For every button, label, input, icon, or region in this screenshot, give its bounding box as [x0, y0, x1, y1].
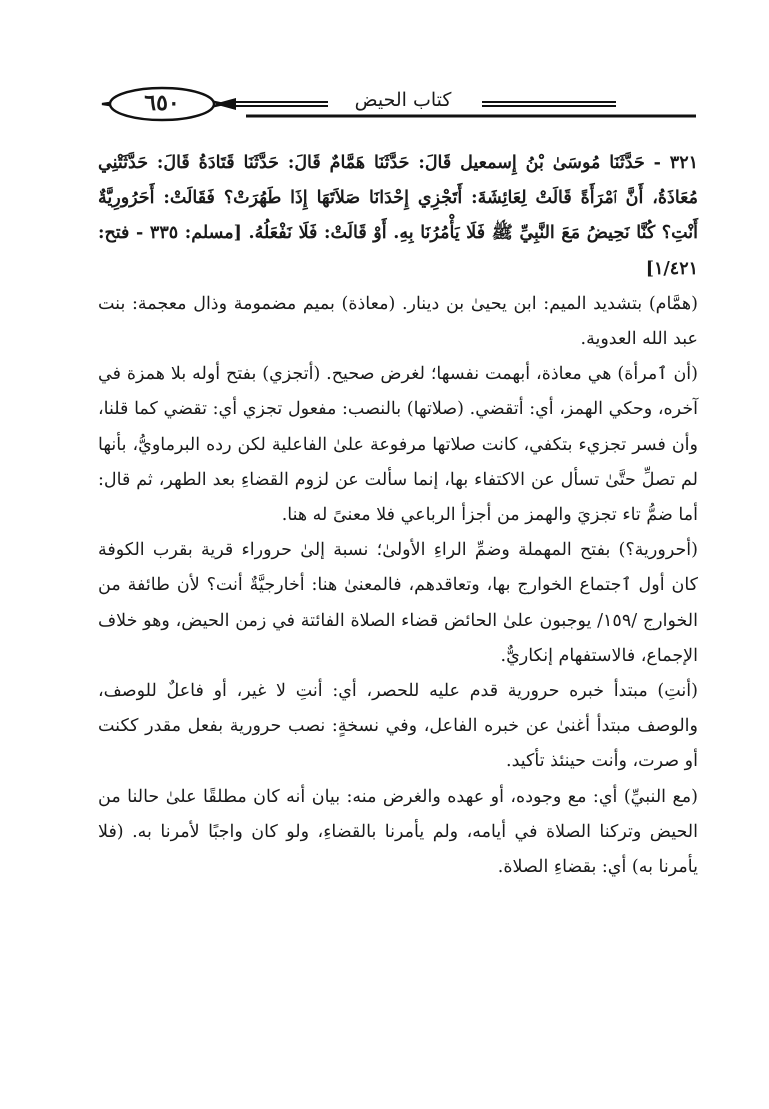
hadith-text: ٣٢١ - حَدَّثَنَا مُوسَىٰ بْنُ إِسمعيل قَالَ: حَدَّثَنَا هَمَّامٌ قَالَ: حَدَّثَنَا قَتَادَةُ قَالَ: حَدَّثَتْنِي مُعَاذَةُ، أَنَّ ٱمْرَأَةً قَالَتْ لِعَائِشَةَ: أَتَجْزِي إِحْدَانَا صَلاَتَهَا إِذَا طَهُرَتْ؟ فَقَالَتْ: أَحَرُورِيَّةٌ أَنْتِ؟ كُنَّا نَحِيضُ مَعَ النَّبِيِّ ﷺ فَلَا يَأْمُرُنَا بِهِ. أَوْ قَالَتْ: فَلَا نَفْعَلُهُ. [مسلم: ٣٣٥ - فتح: ١/٤٢١]	[98, 153, 699, 279]
page-header	[96, 82, 696, 126]
commentary-paragraph: (همَّام) بتشديد الميم: ابن يحيىٰ بن دينار. (معاذة) بميم مضمومة وذال معجمة: بنت عبد الله العدوية.	[98, 293, 698, 350]
commentary-paragraph: (أحرورية؟) بفتح المهملة وضمِّ الراءِ الأولىٰ؛ نسبة إلىٰ حروراء قرية بقرب الكوفة كان أول ٱجتماع الخوارج بها، وتعاقدهم، فالمعنىٰ هنا: أخارجيَّةٌ أنت؟ لأن طائفة من الخوارج /١٥٩/ يوجبون علىٰ الحائض قضاء الصلاة الفائتة في زمن الحيض، وهو خلاف الإجماع، فالاستفهام إنكاريٌّ.	[98, 540, 698, 666]
commentary-paragraph: (مع النبيِّ) أي: مع وجوده، أو عهده والغرض منه: بيان أنه كان مطلقًا علىٰ حالنا من الحيض وتركنا الصلاة في أيامه، ولم يأمرنا بالقضاءِ، ولو كان واجبًا لأمرنا به. (فلا يأمرنا به) أي: بقضاءِ الصلاة.	[98, 786, 698, 878]
chapter-title: كتاب الحيض	[354, 89, 452, 111]
page-number: ٦٥٠	[144, 90, 180, 116]
commentary-paragraph: (أنتِ) مبتدأ خبره حرورية قدم عليه للحصر، أي: أنتِ لا غير، أو فاعلٌ للوصف، والوصف مبتدأ أغنىٰ عن خبره الفاعل، وفي نسخةٍ: نصب حرورية بفعل مقدر ككنت أو صرت، وأنت حينئذ تأكيد.	[98, 681, 698, 772]
commentary-paragraph: (أن ٱمرأة) هي معاذة، أبهمت نفسها؛ لغرض صحيح. (أتجزي) بفتح أوله بلا همزة في آخره، وحكي الهمز، أي: أتقضي. (صلاتها) بالنصب: مفعول تجزي أي: تقضي كما قلنا، وأن فسر تجزيء بتكفي، كانت صلاتها مرفوعة علىٰ الفاعلية لكن رده البرماويُّ، بأنها لم تصلِّ حتَّىٰ تسأل عن الاكتفاء بها، إنما سألت عن لزوم القضاءِ بعد الطهر، ثم قال: أما ضمُّ تاء تجزيَ والهمز من أجزأ الرباعي فلا معنىً له هنا.	[98, 364, 698, 526]
page-body	[98, 146, 698, 885]
